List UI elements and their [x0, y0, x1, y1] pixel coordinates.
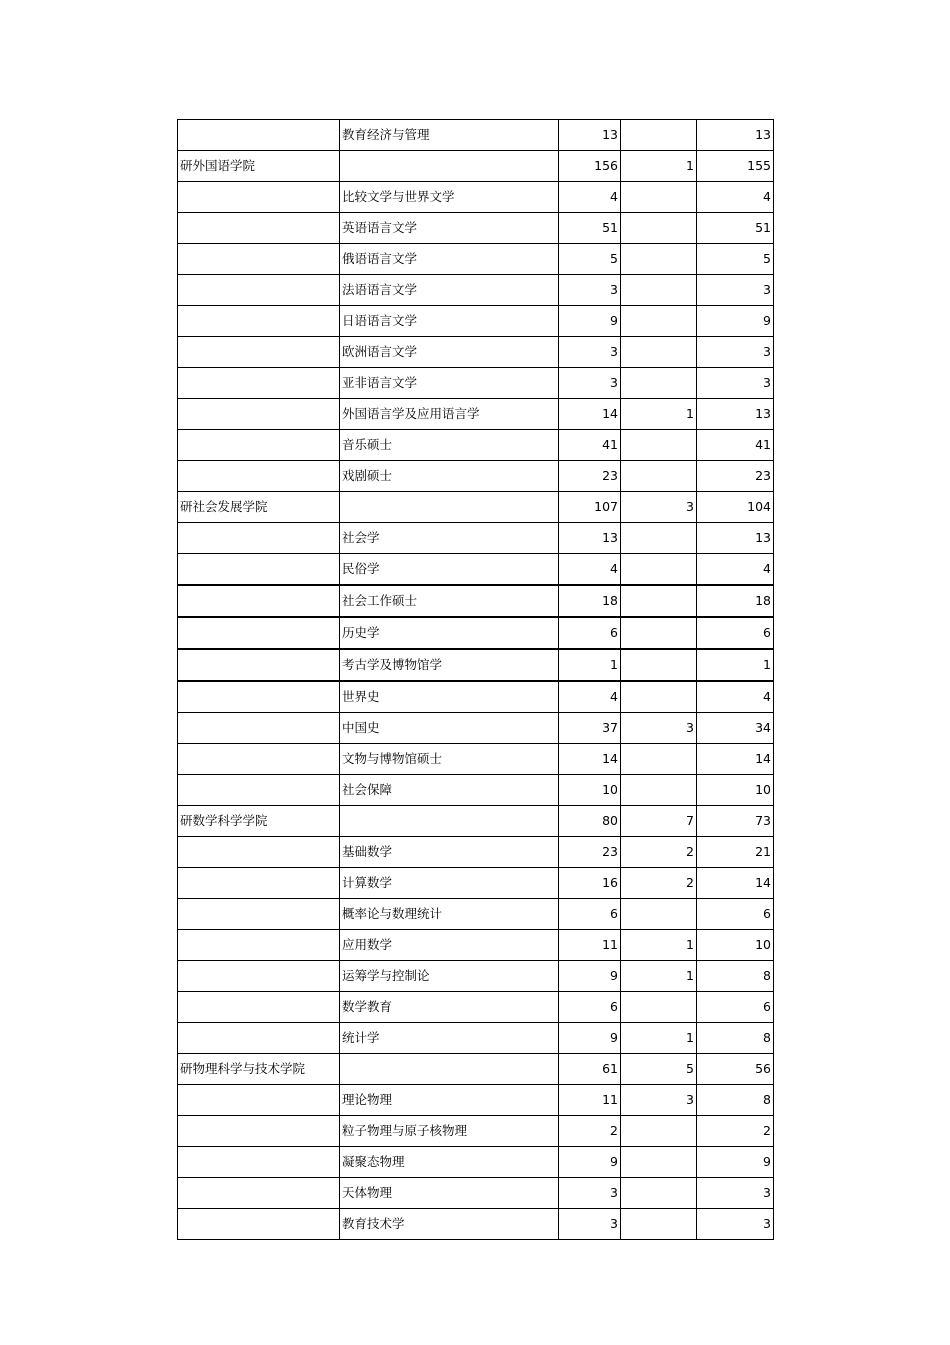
net-cell: 21 [697, 837, 774, 868]
college-cell [178, 523, 340, 554]
college-cell [178, 744, 340, 775]
college-cell [178, 244, 340, 275]
excluded-cell [621, 275, 697, 306]
college-cell [178, 368, 340, 399]
college-cell [178, 1023, 340, 1054]
college-cell [178, 1085, 340, 1116]
excluded-cell [621, 182, 697, 213]
total-cell: 13 [559, 120, 621, 151]
excluded-cell: 1 [621, 930, 697, 961]
net-cell: 6 [697, 992, 774, 1023]
total-cell: 9 [559, 1023, 621, 1054]
major-cell [340, 806, 559, 837]
excluded-cell [621, 368, 697, 399]
net-cell: 13 [697, 399, 774, 430]
net-cell: 14 [697, 744, 774, 775]
excluded-cell [621, 585, 697, 617]
major-cell: 日语语言文学 [340, 306, 559, 337]
net-cell: 4 [697, 554, 774, 586]
net-cell: 56 [697, 1054, 774, 1085]
major-cell: 粒子物理与原子核物理 [340, 1116, 559, 1147]
net-cell: 10 [697, 775, 774, 806]
net-cell: 6 [697, 899, 774, 930]
major-cell: 亚非语言文学 [340, 368, 559, 399]
major-cell: 概率论与数理统计 [340, 899, 559, 930]
net-cell: 14 [697, 868, 774, 899]
net-cell: 104 [697, 492, 774, 523]
table-row [178, 868, 774, 899]
college-cell [178, 306, 340, 337]
table-row [178, 806, 774, 837]
excluded-cell [621, 523, 697, 554]
college-cell [178, 1147, 340, 1178]
table-row [178, 1023, 774, 1054]
net-cell: 4 [697, 182, 774, 213]
major-cell: 英语语言文学 [340, 213, 559, 244]
college-cell [178, 775, 340, 806]
major-cell: 中国史 [340, 713, 559, 744]
net-cell: 8 [697, 1023, 774, 1054]
college-cell [178, 399, 340, 430]
excluded-cell [621, 306, 697, 337]
excluded-cell: 7 [621, 806, 697, 837]
excluded-cell [621, 744, 697, 775]
excluded-cell: 3 [621, 492, 697, 523]
college-cell: 研外国语学院 [178, 151, 340, 182]
excluded-cell [621, 1178, 697, 1209]
college-cell [178, 120, 340, 151]
total-cell: 9 [559, 306, 621, 337]
major-cell: 应用数学 [340, 930, 559, 961]
college-cell [178, 585, 340, 617]
major-cell: 戏剧硕士 [340, 461, 559, 492]
major-cell [340, 492, 559, 523]
total-cell: 2 [559, 1116, 621, 1147]
excluded-cell [621, 992, 697, 1023]
total-cell: 6 [559, 617, 621, 649]
table-row [178, 961, 774, 992]
college-cell [178, 899, 340, 930]
total-cell: 4 [559, 182, 621, 213]
major-cell: 欧洲语言文学 [340, 337, 559, 368]
net-cell: 9 [697, 1147, 774, 1178]
excluded-cell [621, 681, 697, 713]
net-cell: 23 [697, 461, 774, 492]
excluded-cell: 3 [621, 713, 697, 744]
major-cell: 理论物理 [340, 1085, 559, 1116]
table-row [178, 213, 774, 244]
net-cell: 3 [697, 1178, 774, 1209]
net-cell: 51 [697, 213, 774, 244]
college-cell [178, 649, 340, 681]
total-cell: 80 [559, 806, 621, 837]
excluded-cell: 1 [621, 1023, 697, 1054]
total-cell: 11 [559, 1085, 621, 1116]
major-cell [340, 1054, 559, 1085]
net-cell: 3 [697, 1209, 774, 1240]
net-cell: 34 [697, 713, 774, 744]
college-cell [178, 617, 340, 649]
total-cell: 23 [559, 461, 621, 492]
table-row [178, 1116, 774, 1147]
table-row [178, 744, 774, 775]
net-cell: 8 [697, 1085, 774, 1116]
college-cell [178, 430, 340, 461]
excluded-cell [621, 244, 697, 275]
total-cell: 14 [559, 399, 621, 430]
table-row [178, 617, 774, 649]
excluded-cell [621, 1116, 697, 1147]
total-cell: 13 [559, 523, 621, 554]
net-cell: 3 [697, 368, 774, 399]
college-cell [178, 1209, 340, 1240]
major-cell: 统计学 [340, 1023, 559, 1054]
table-row [178, 523, 774, 554]
total-cell: 9 [559, 1147, 621, 1178]
table-row [178, 182, 774, 213]
table-row [178, 151, 774, 182]
excluded-cell [621, 430, 697, 461]
excluded-cell: 3 [621, 1085, 697, 1116]
table-row [178, 992, 774, 1023]
excluded-cell [621, 1147, 697, 1178]
table-row [178, 585, 774, 617]
major-cell: 社会学 [340, 523, 559, 554]
table-row [178, 1147, 774, 1178]
net-cell: 2 [697, 1116, 774, 1147]
major-cell: 法语语言文学 [340, 275, 559, 306]
major-cell: 民俗学 [340, 554, 559, 586]
total-cell: 10 [559, 775, 621, 806]
major-cell: 基础数学 [340, 837, 559, 868]
college-cell [178, 461, 340, 492]
major-cell: 计算数学 [340, 868, 559, 899]
major-cell: 外国语言学及应用语言学 [340, 399, 559, 430]
table-row [178, 430, 774, 461]
net-cell: 8 [697, 961, 774, 992]
college-cell [178, 1116, 340, 1147]
college-cell [178, 868, 340, 899]
table-row [178, 306, 774, 337]
net-cell: 3 [697, 275, 774, 306]
excluded-cell [621, 337, 697, 368]
total-cell: 14 [559, 744, 621, 775]
total-cell: 41 [559, 430, 621, 461]
table-row [178, 649, 774, 681]
excluded-cell [621, 1209, 697, 1240]
college-cell [178, 182, 340, 213]
table-row [178, 120, 774, 151]
college-cell [178, 1178, 340, 1209]
table-row [178, 775, 774, 806]
total-cell: 11 [559, 930, 621, 961]
total-cell: 3 [559, 337, 621, 368]
total-cell: 3 [559, 275, 621, 306]
total-cell: 5 [559, 244, 621, 275]
excluded-cell: 1 [621, 151, 697, 182]
total-cell: 156 [559, 151, 621, 182]
net-cell: 1 [697, 649, 774, 681]
enrollment-table [177, 119, 774, 1240]
net-cell: 4 [697, 681, 774, 713]
major-cell: 教育技术学 [340, 1209, 559, 1240]
excluded-cell: 1 [621, 961, 697, 992]
net-cell: 41 [697, 430, 774, 461]
college-cell [178, 681, 340, 713]
total-cell: 16 [559, 868, 621, 899]
major-cell: 俄语语言文学 [340, 244, 559, 275]
college-cell [178, 275, 340, 306]
table-row [178, 1085, 774, 1116]
college-cell [178, 213, 340, 244]
table-row [178, 837, 774, 868]
college-cell [178, 837, 340, 868]
excluded-cell [621, 775, 697, 806]
college-cell [178, 961, 340, 992]
major-cell: 凝聚态物理 [340, 1147, 559, 1178]
major-cell: 天体物理 [340, 1178, 559, 1209]
major-cell: 社会工作硕士 [340, 585, 559, 617]
table-row [178, 1209, 774, 1240]
total-cell: 3 [559, 368, 621, 399]
table-row [178, 899, 774, 930]
total-cell: 1 [559, 649, 621, 681]
table-row [178, 713, 774, 744]
excluded-cell: 2 [621, 837, 697, 868]
table-row [178, 399, 774, 430]
total-cell: 4 [559, 554, 621, 586]
major-cell: 运筹学与控制论 [340, 961, 559, 992]
table-row [178, 275, 774, 306]
college-cell: 研物理科学与技术学院 [178, 1054, 340, 1085]
major-cell: 数学教育 [340, 992, 559, 1023]
excluded-cell [621, 120, 697, 151]
excluded-cell [621, 213, 697, 244]
table-row [178, 461, 774, 492]
total-cell: 6 [559, 899, 621, 930]
excluded-cell [621, 461, 697, 492]
total-cell: 4 [559, 681, 621, 713]
net-cell: 13 [697, 523, 774, 554]
net-cell: 10 [697, 930, 774, 961]
excluded-cell [621, 617, 697, 649]
excluded-cell: 2 [621, 868, 697, 899]
total-cell: 37 [559, 713, 621, 744]
major-cell: 文物与博物馆硕士 [340, 744, 559, 775]
table-row [178, 1054, 774, 1085]
college-cell [178, 337, 340, 368]
major-cell: 音乐硕士 [340, 430, 559, 461]
major-cell: 考古学及博物馆学 [340, 649, 559, 681]
net-cell: 73 [697, 806, 774, 837]
total-cell: 107 [559, 492, 621, 523]
net-cell: 155 [697, 151, 774, 182]
major-cell: 社会保障 [340, 775, 559, 806]
excluded-cell [621, 649, 697, 681]
total-cell: 9 [559, 961, 621, 992]
table-row [178, 244, 774, 275]
table-row [178, 681, 774, 713]
excluded-cell: 5 [621, 1054, 697, 1085]
total-cell: 51 [559, 213, 621, 244]
college-cell [178, 713, 340, 744]
net-cell: 18 [697, 585, 774, 617]
net-cell: 3 [697, 337, 774, 368]
excluded-cell [621, 554, 697, 586]
total-cell: 3 [559, 1209, 621, 1240]
total-cell: 23 [559, 837, 621, 868]
major-cell: 教育经济与管理 [340, 120, 559, 151]
college-cell: 研社会发展学院 [178, 492, 340, 523]
net-cell: 9 [697, 306, 774, 337]
total-cell: 18 [559, 585, 621, 617]
table-body [178, 120, 774, 1240]
college-cell [178, 554, 340, 586]
major-cell: 历史学 [340, 617, 559, 649]
table-row [178, 492, 774, 523]
net-cell: 6 [697, 617, 774, 649]
table-row [178, 1178, 774, 1209]
total-cell: 61 [559, 1054, 621, 1085]
college-cell: 研数学科学学院 [178, 806, 340, 837]
excluded-cell [621, 899, 697, 930]
net-cell: 5 [697, 244, 774, 275]
table-row [178, 930, 774, 961]
college-cell [178, 992, 340, 1023]
major-cell [340, 151, 559, 182]
college-cell [178, 930, 340, 961]
excluded-cell: 1 [621, 399, 697, 430]
total-cell: 3 [559, 1178, 621, 1209]
major-cell: 世界史 [340, 681, 559, 713]
total-cell: 6 [559, 992, 621, 1023]
table-row [178, 368, 774, 399]
table-row [178, 337, 774, 368]
table-row [178, 554, 774, 586]
net-cell: 13 [697, 120, 774, 151]
major-cell: 比较文学与世界文学 [340, 182, 559, 213]
